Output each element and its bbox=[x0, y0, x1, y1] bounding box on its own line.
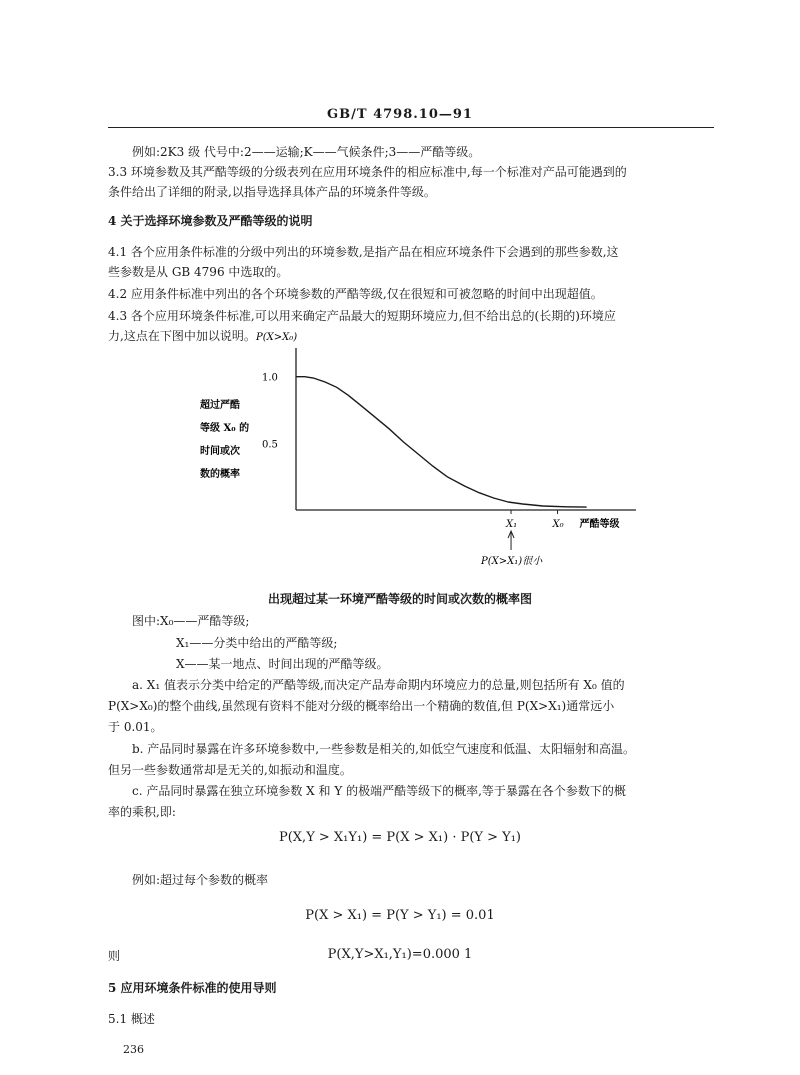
note-a-line-3: 于 0.01。 bbox=[108, 720, 163, 734]
annotation-label: P(X>X₁)很小 bbox=[481, 556, 543, 567]
x-axis-label: 严酷等级 bbox=[579, 519, 620, 530]
clause-3-3-line-1: 3.3 环境参数及其严酷等级的分级表列在应用环境条件的相应标准中,每一个标准对产品可能遇到的 bbox=[108, 165, 627, 179]
note-a-line-1: a. X₁ 值表示分类中给定的严酷等级,而决定产品寿命期内环境应力的总量,则包括所有 X₀ 值的 bbox=[132, 678, 625, 692]
formula-product-probability: P(X,Y > X₁Y₁) = P(X > X₁) · P(Y > Y₁) bbox=[278, 830, 522, 845]
clause-4-2-line: 4.2 应用条件标准中列出的各个环境参数的严酷等级,仅在很短和可被忽略的时间中出现超值。 bbox=[108, 287, 603, 301]
document-header: GB/T 4798.10—91 bbox=[327, 107, 473, 122]
note-c-line-1: c. 产品同时暴露在独立环境参数 X 和 Y 的极端严酷等级下的概率,等于暴露在各个参数下的概 bbox=[132, 784, 626, 798]
legend-line-x: X——某一地点、时间出现的严酷等级。 bbox=[176, 657, 389, 671]
y-side-label-line: 时间或次 bbox=[200, 446, 240, 457]
y-tick-label: 1.0 bbox=[262, 372, 278, 384]
section-5-heading: 5 应用环境条件标准的使用导则 bbox=[108, 981, 277, 995]
figure-caption: 出现超过某一环境严酷等级的时间或次数的概率图 bbox=[267, 592, 532, 606]
legend-line-x1: X₁——分类中给出的严酷等级; bbox=[176, 636, 338, 650]
clause-3-3-line-2: 条件给出了详细的附录,以指导选择具体产品的环境条件等级。 bbox=[108, 185, 436, 199]
formula-single-probability: P(X > X₁) = P(Y > Y₁) = 0.01 bbox=[305, 908, 495, 923]
y-side-label-line: 数的概率 bbox=[200, 469, 240, 480]
note-b-line-1: b. 产品同时暴露在许多环境参数中,一些参数是相关的,如低空气速度和低温、太阳辐射和高温。 bbox=[132, 742, 635, 756]
note-a-line-2: P(X>X₀)的整个曲线,虽然现有资料不能对分级的概率给出一个精确的数值,但 P(X>X₁)通常远小 bbox=[108, 699, 615, 713]
x-tick-label: X₁ bbox=[506, 519, 518, 530]
note-b-line-2: 但另一些参数通常却是无关的,如振动和温度。 bbox=[108, 763, 352, 777]
formula-result: P(X,Y>X₁,Y₁)=0.000 1 bbox=[327, 947, 473, 962]
clause-4-3-line-1: 4.3 各个应用环境条件标准,可以用来确定产品最大的短期环境应力,但不给出总的(长期的)环境应 bbox=[108, 309, 616, 323]
page-number: 236 bbox=[123, 1043, 144, 1056]
note-c-line-2: 率的乘积,即: bbox=[108, 805, 176, 819]
clause-4-3-line-2: 力,这点在下图中加以说明。 bbox=[108, 329, 256, 343]
then-label: 则 bbox=[108, 949, 121, 963]
section-4-heading: 4 关于选择环境参数及严酷等级的说明 bbox=[108, 214, 313, 228]
clause-4-1-line-1: 4.1 各个应用条件标准的分级中列出的环境参数,是指产品在相应环境条件下会遇到的那些参数,这 bbox=[108, 245, 619, 259]
y-axis-label: P(X>X₀) bbox=[256, 332, 298, 343]
example-2k3-line: 例如:2K3 级 代号中:2——运输;K——气候条件;3——严酷等级。 bbox=[132, 145, 481, 159]
example-label: 例如:超过每个参数的概率 bbox=[132, 873, 269, 887]
y-tick-label: 0.5 bbox=[262, 439, 278, 451]
y-side-label-line: 超过严酷 bbox=[200, 400, 240, 411]
clause-4-1-line-2: 些参数是从 GB 4796 中选取的。 bbox=[108, 265, 289, 279]
y-side-label-line: 等级 X₀ 的 bbox=[200, 423, 250, 434]
x-tick-label: X₀ bbox=[552, 519, 564, 530]
legend-line-x0: 图中:X₀——严酷等级; bbox=[132, 614, 250, 628]
probability-curve bbox=[296, 377, 587, 507]
section-5-1-heading: 5.1 概述 bbox=[108, 1012, 155, 1026]
